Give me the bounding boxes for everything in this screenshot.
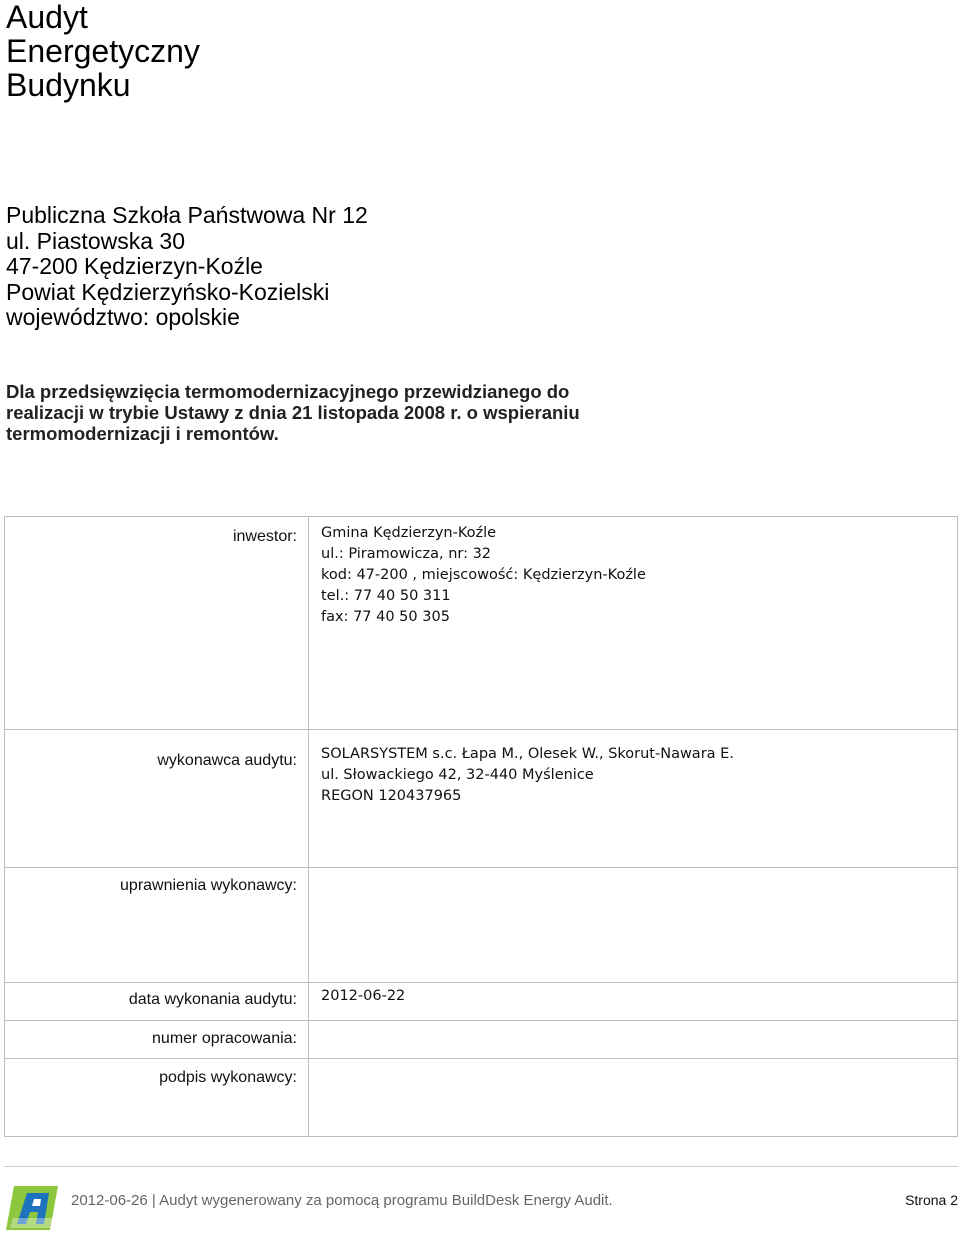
investor-line: fax: 77 40 50 305 — [321, 609, 450, 625]
investor-row — [5, 517, 958, 730]
investor-line: tel.: 77 40 50 311 — [321, 588, 451, 604]
rights-row — [5, 868, 958, 983]
investor-line: kod: 47-200 , miejscowość: Kędzierzyn-Koźle — [321, 567, 646, 583]
title-line: Budynku — [6, 67, 131, 103]
builddesk-logo-icon — [4, 1184, 60, 1232]
title-line: Energetyczny — [6, 33, 200, 69]
rights-value — [309, 868, 958, 983]
logo-highlight — [10, 1218, 54, 1228]
rights-label: uprawnienia wykonawcy: — [5, 868, 309, 983]
page-number: Strona 2 — [905, 1192, 958, 1208]
audit-date-value: 2012-06-22 — [309, 983, 958, 1021]
contractor-row — [5, 730, 958, 868]
address-line: województwo: opolskie — [6, 304, 240, 331]
document-title — [6, 0, 200, 102]
investor-line: ul.: Piramowicza, nr: 32 — [321, 546, 492, 562]
contractor-value — [309, 730, 958, 868]
footer-generation-note: 2012-06-26 | Audyt wygenerowany za pomocą programu BuildDesk Energy Audit. — [71, 1192, 613, 1209]
audit-date-label: data wykonania audytu: — [5, 983, 309, 1021]
investor-line: Gmina Kędzierzyn-Koźle — [321, 525, 497, 541]
investor-label: inwestor: — [5, 517, 309, 730]
signature-row — [5, 1059, 958, 1137]
address-line: Powiat Kędzierzyńsko-Kozielski — [6, 278, 330, 305]
contractor-label: wykonawca audytu: — [5, 730, 309, 868]
audit-info-table — [4, 516, 958, 1137]
building-address — [6, 203, 368, 331]
purpose-statement: Dla przedsięwzięcia termomodernizacyjnego przewidzianego do realizacji w trybie Ustawy z dnia 21 listopada 2008 r. o wspieraniu termomodernizacji i remontów. — [6, 381, 580, 444]
signature-label: podpis wykonawcy: — [5, 1059, 309, 1137]
contractor-line: SOLARSYSTEM s.c. Łapa M., Olesek W., Skorut-Nawara E. — [321, 746, 734, 762]
investor-value — [309, 517, 958, 730]
address-line: 47-200 Kędzierzyn-Koźle — [6, 253, 263, 280]
address-line: ul. Piastowska 30 — [6, 227, 185, 254]
title-line: Audyt — [6, 0, 88, 35]
report-number-row — [5, 1021, 958, 1059]
report-number-label: numer opracowania: — [5, 1021, 309, 1059]
contractor-line: REGON 120437965 — [321, 788, 462, 804]
signature-value — [309, 1059, 958, 1137]
report-number-value — [309, 1021, 958, 1059]
audit-date-row — [5, 983, 958, 1021]
address-line: Publiczna Szkoła Państwowa Nr 12 — [6, 202, 368, 228]
footer-divider — [4, 1166, 958, 1167]
contractor-line: ul. Słowackiego 42, 32-440 Myślenice — [321, 767, 594, 783]
